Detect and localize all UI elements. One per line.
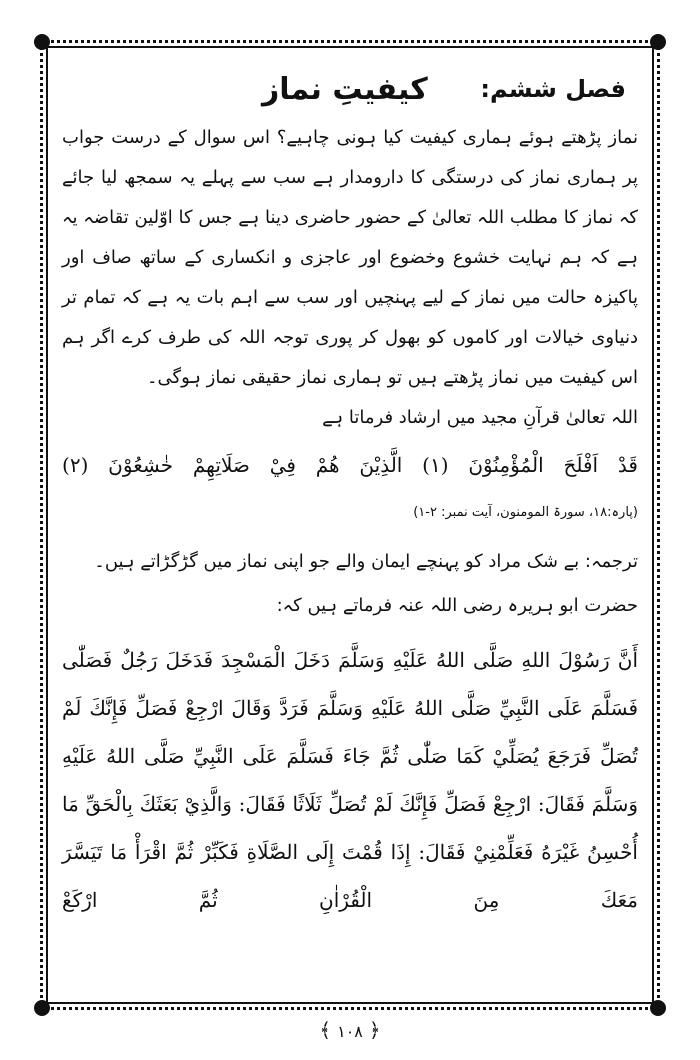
corner-ornament	[650, 1000, 666, 1016]
section-label: فصل ششم:	[480, 75, 626, 103]
hadith-text: أَنَّ رَسُوْلَ اللهِ صَلَّى اللهُ عَلَيْهِ وَسَلَّمَ دَخَلَ الْمَسْجِدَ فَدَخَلَ رَجُلٌ فَصَلّٰى فَسَلَّمَ عَلَى النَّبِيِّ صَلَّى اللهُ عَلَيْهِ وَسَلَّمَ فَرَدَّ وَقَالَ ارْجِعْ فَصَلِّ فَإِنَّكَ لَمْ تُصَلِّ فَرَجَعَ يُصَلِّيْ كَمَا صَلّٰى ثُمَّ جَاءَ فَسَلَّمَ عَلَى النَّبِيِّ صَلَّى اللهُ عَلَيْهِ وَسَلَّمَ فَقَالَ: ارْجِعْ فَصَلِّ فَإِنَّكَ لَمْ تُصَلِّ ثَلَاثًا فَقَالَ: وَالَّذِيْ بَعَثَكَ بِالْحَقِّ مَا أُحْسِنُ غَيْرَهُ فَعَلِّمْنِيْ فَقَالَ: إِذَا قُمْتَ إِلَى الصَّلَاةِ فَكَبِّرْ ثُمَّ اقْرَأْ مَا تَيَسَّرَ مَعَكَ مِنَ الْقُرْاٰنِ ثُمَّ ارْكَعْ	[62, 648, 638, 912]
page-title: کیفیتِ نماز	[262, 71, 428, 107]
ornament-left: ﴿	[368, 1018, 381, 1042]
corner-ornament	[34, 1000, 50, 1016]
page-number-footer	[0, 1018, 700, 1042]
intro-paragraph: نماز پڑھتے ہوئے ہماری کیفیت کیا ہونی چاہیے؟ اس سوال کے درست جواب پر ہماری نماز کی درستگی کا دارومدار ہے سب سے پہلے یہ سمجھ لیا جائے کہ نماز کا مطلب اللہ تعالیٰ کے حضور حاضری دینا ہے جس کا اوّلین تقاضہ یہ ہے کہ ہم نہایت خشوع وخضوع اور عاجزی و انکساری کے ساتھ صاف اور پاکیزہ حالت میں نماز کے لیے پہنچیں اور سب سے اہم بات یہ ہے کہ تمام تر دنیاوی خیالات اور کاموں کو بھول کر پوری توجہ اللہ کی طرف کرے اگر ہم اس کیفیت میں نماز پڑھتے ہیں تو ہماری نماز حقیقی نماز ہوگی۔	[62, 127, 638, 388]
page-number: ۱۰۸	[337, 1022, 363, 1041]
page-content	[62, 60, 638, 924]
corner-ornament	[34, 34, 50, 50]
chapter-heading	[62, 60, 638, 118]
hadith-narrator: حضرت ابو ہریرہ رضی اللہ عنہ فرماتے ہیں کہ:	[276, 595, 638, 616]
quran-verse: قَدْ اَفْلَحَ الْمُؤْمِنُوْنَ (١) الَّذِيْنَ هُمْ فِيْ صَلَاتِهِمْ خٰشِعُوْنَ (٢)	[62, 453, 638, 477]
quran-intro: اللہ تعالیٰ قرآنِ مجید میں ارشاد فرماتا ہے	[322, 407, 638, 428]
verse-reference: (پارہ:۱۸، سورۃ المومنون، آیت نمبر: ۲-۱)	[413, 505, 638, 520]
corner-ornament	[650, 34, 666, 50]
ornament-right: ﴾	[319, 1018, 332, 1042]
verse-translation: ترجمہ: بے شک مراد کو پہنچے ایمان والے جو اپنی نماز میں گڑگڑاتے ہیں۔	[94, 551, 638, 572]
